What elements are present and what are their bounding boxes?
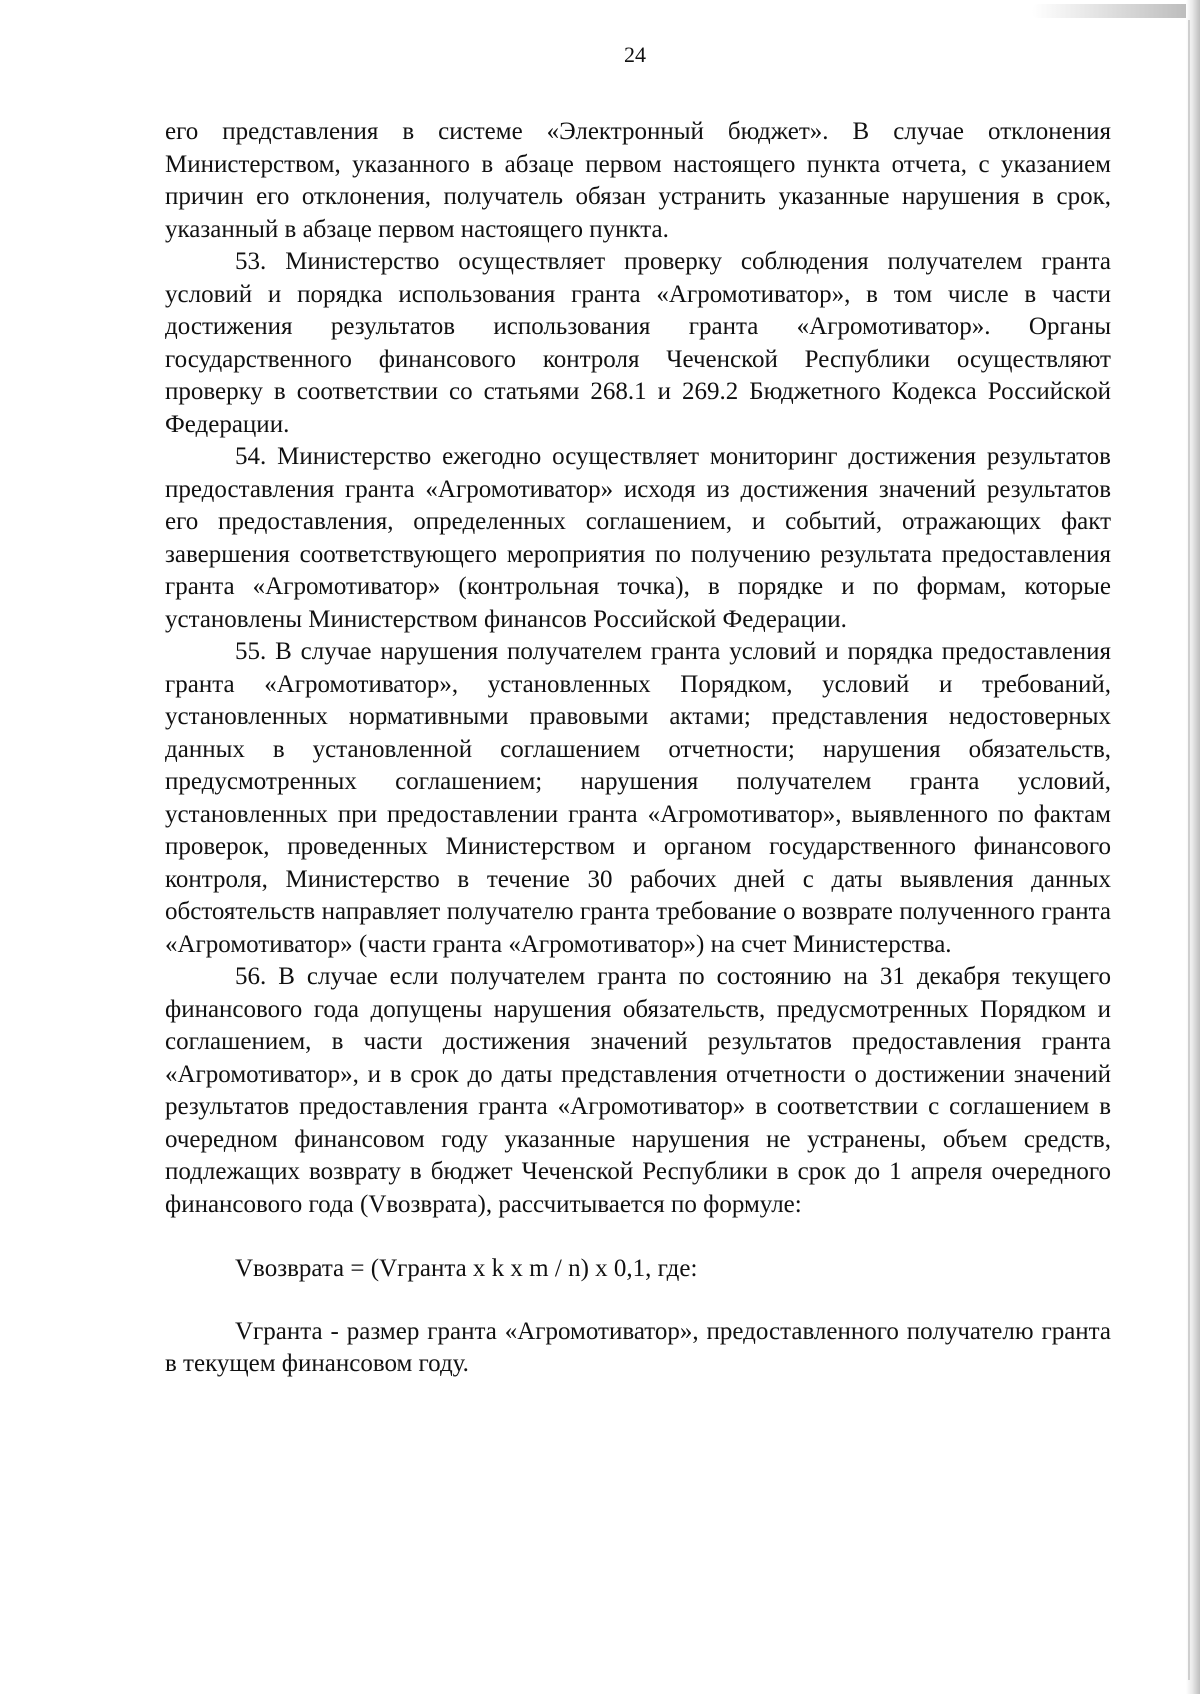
scan-artifact — [1032, 4, 1192, 18]
paragraph-54: 54. Министерство ежегодно осуществляет мониторинг достижения результатов предоставления гранта «Агромотиватор» исходя из достижения значений результатов его предоставления, определенных соглашением, и событий, отражающих факт завершения соответствующего мероприятия по получению результата предоставления гранта «Агромотиватор» (контрольная точка), в порядке и по формам, которые установлены Министерством финансов Российской Федерации. — [165, 443, 1111, 633]
document-body — [165, 116, 1111, 1381]
scan-edge-line — [1188, 20, 1190, 1680]
paragraph-continuation: его представления в системе «Электронный бюджет». В случае отклонения Министерством, указанного в абзаце первом настоящего пункта отчета, с указанием причин его отклонения, получатель обязан устранить указанные нарушения в срок, указанный в абзаце первом настоящего пункта. — [165, 118, 1111, 243]
paragraph-definition: Vгранта - размер гранта «Агромотиватор», предоставленного получателю гранта в текущем финансовом году. — [165, 1317, 1111, 1377]
paragraph-55: 55. В случае нарушения получателем гранта условий и порядка предоставления гранта «Агромотиватор», установленных Порядком, условий и требований, установленных нормативными правовыми актами; представления недостоверных данных в установленной соглашением отчетности; нарушения обязательств, предусмотренных соглашением; нарушения получателем гранта условий, установленных при предоставлении гранта «Агромотиватор», выявленного по фактам проверок, проведенных Министерством и органом государственного финансового контроля, Министерство в течение 30 рабочих дней с даты выявления данных обстоятельств направляет получателю гранта требование о возврате полученного гранта «Агромотиватор» (части гранта «Агромотиватор») на счет Министерства. — [165, 638, 1111, 958]
paragraph-56: 56. В случае если получателем гранта по состоянию на 31 декабря текущего финансового года допущены нарушения обязательств, предусмотренных Порядком и соглашением, в части достижения значений результатов предоставления гранта «Агромотиватор», и в срок до даты представления отчетности о достижении значений результатов предоставления гранта «Агромотиватор» в соответствии с соглашением в очередном финансовом году указанные нарушения не устранены, объем средств, подлежащих возврату в бюджет Чеченской Республики в срок до 1 апреля очередного финансового года (Vвозврата), рассчитывается по формуле: — [165, 963, 1111, 1218]
page-number: 24 — [624, 42, 646, 67]
formula: Vвозврата = (Vгранта x k x m / n) x 0,1, где: — [235, 1255, 698, 1282]
paragraph-53: 53. Министерство осуществляет проверку соблюдения получателем гранта условий и порядка использования гранта «Агромотиватор», в том числе в части достижения результатов использования гранта «Агромотиватор». Органы государственного финансового контроля Чеченской Республики осуществляют проверку в соответствии со статьями 268.1 и 269.2 Бюджетного Кодекса Российской Федерации. — [165, 248, 1111, 438]
